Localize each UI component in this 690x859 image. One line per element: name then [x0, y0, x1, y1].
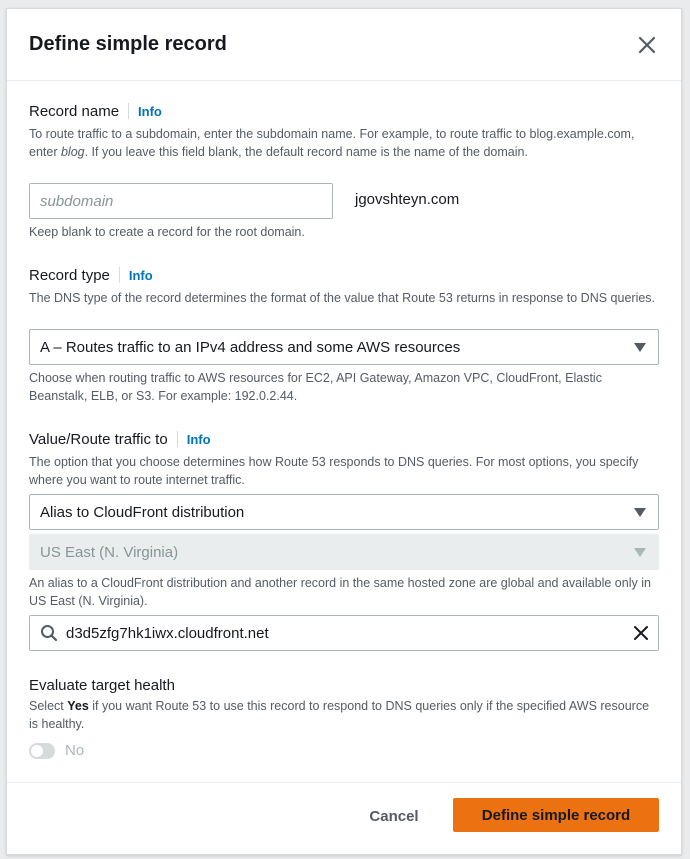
domain-suffix: jgovshteyn.com [355, 191, 460, 208]
cancel-button[interactable]: Cancel [369, 807, 419, 825]
search-icon [40, 624, 58, 642]
record-name-hint: Keep blank to create a record for the root domain. [29, 225, 305, 239]
subdomain-input[interactable] [30, 184, 332, 218]
record-type-section [29, 265, 659, 307]
target-health-description: Select Yes if you want Route 53 to use this record to respond to DNS queries only if the specified AWS resource is healthy. [29, 699, 650, 731]
caret-down-icon [634, 508, 646, 517]
close-icon [638, 36, 656, 54]
divider [128, 103, 129, 119]
clear-search-button[interactable] [632, 624, 650, 642]
caret-down-icon [634, 343, 646, 352]
toggle-knob [31, 745, 43, 757]
target-health-label: Evaluate target health [29, 676, 175, 694]
endpoint-select[interactable] [29, 494, 659, 530]
divider [177, 431, 178, 447]
record-name-info-link[interactable]: Info [138, 103, 162, 119]
record-name-label: Record name [29, 102, 120, 120]
route-traffic-info-link[interactable]: Info [186, 431, 211, 447]
define-simple-record-modal [6, 8, 682, 855]
region-select [29, 534, 659, 570]
route-traffic-section [29, 429, 659, 489]
region-selected-value: US East (N. Virginia) [40, 543, 179, 561]
route-traffic-description: The option that you choose determines how Route 53 responds to DNS queries. For most options, you specify where you want to route internet traffic. [29, 455, 639, 487]
define-simple-record-button[interactable]: Define simple record [453, 798, 659, 832]
target-health-section [29, 675, 659, 733]
distribution-search-input[interactable] [58, 616, 632, 650]
subdomain-input-wrapper [29, 183, 333, 219]
record-name-section [29, 101, 659, 161]
modal-footer [7, 782, 681, 854]
record-type-label: Record type [29, 266, 110, 284]
modal-title: Define simple record [29, 33, 227, 55]
record-type-selected-value: A – Routes traffic to an IPv4 address and some AWS resources [40, 338, 461, 356]
record-name-description: To route traffic to a subdomain, enter the subdomain name. For example, to route traffic to blog.example.com, enter blog. If you leave this field blank, the default record name is the name of the domain. [29, 127, 635, 159]
target-health-toggle [29, 743, 55, 759]
divider [119, 267, 120, 283]
modal-header [7, 9, 681, 81]
record-type-select[interactable] [29, 329, 659, 365]
target-health-toggle-label: No [65, 742, 85, 759]
record-type-info-link[interactable]: Info [128, 267, 153, 283]
alias-hint: An alias to a CloudFront distribution and another record in the same hosted zone are global and available only in US East (N. Virginia). [29, 576, 651, 608]
record-type-hint: Choose when routing traffic to AWS resources for EC2, API Gateway, Amazon VPC, CloudFront, Elastic Beanstalk, ELB, or S3. For example: 192.0.2.44. [29, 371, 602, 403]
caret-down-icon [634, 548, 646, 557]
clear-icon [632, 624, 650, 642]
route-traffic-label: Value/Route traffic to [29, 430, 168, 448]
record-type-description: The DNS type of the record determines the format of the value that Route 53 returns in response to DNS queries. [29, 291, 656, 305]
close-button[interactable] [635, 33, 659, 57]
distribution-search-wrapper [29, 615, 659, 651]
endpoint-selected-value: Alias to CloudFront distribution [40, 503, 245, 521]
